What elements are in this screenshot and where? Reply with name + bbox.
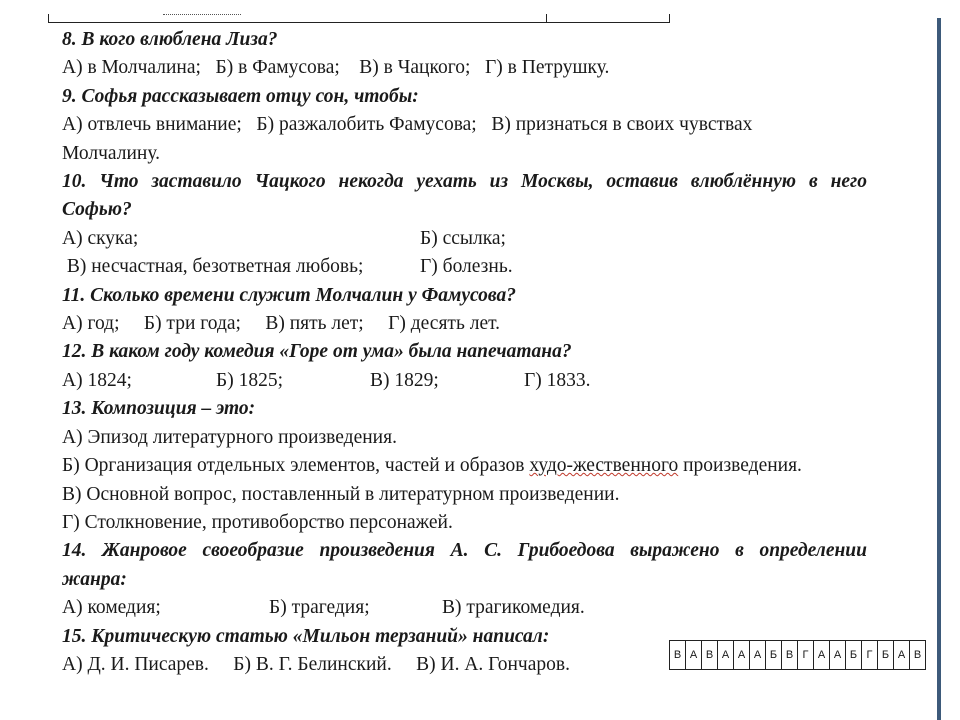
answer-key-cell: А [829, 641, 845, 669]
answer-key-cell: Б [765, 641, 781, 669]
question-13: 13. Композиция – это: [62, 398, 256, 420]
top-border-line [48, 22, 670, 23]
answer-key-cell: Б [877, 641, 893, 669]
test-document [62, 26, 867, 679]
answer-v: В) трагикомедия. [442, 597, 585, 619]
answer-v: В) 1829; [370, 369, 439, 391]
answer-key-cell: В [673, 649, 682, 661]
answer-a: А) комедия; [62, 597, 161, 619]
answer-key-cell: Б [845, 641, 861, 669]
top-dotted-mark [163, 14, 241, 15]
question-13-answer-a: А) Эпизод литературного произведения. [62, 426, 397, 448]
question-14-cont: жанра: [62, 568, 127, 590]
answer-key-table [669, 640, 926, 670]
question-9-answers: А) отвлечь внимание; Б) разжалобить Фамусова; В) признаться в своих чувствах [62, 114, 753, 136]
answer-key-cell: В [781, 641, 797, 669]
question-8: 8. В кого влюблена Лиза? [62, 29, 278, 50]
question-13-answer-v: В) Основной вопрос, поставленный в литературном произведении. [62, 483, 620, 505]
question-9-answers-cont: Молчалину. [62, 142, 160, 164]
answer-key-cell: Г [861, 641, 877, 669]
question-11-answers: А) год; Б) три года; В) пять лет; Г) десять лет. [62, 313, 501, 335]
answer-g: Г) болезнь. [420, 256, 513, 278]
answer-key-cell: Г [797, 641, 813, 669]
answer-b: Б) ссылка; [420, 227, 506, 249]
question-14: 14. Жанровое своеобразие произведения А. С. Грибоедова выражено в определении [62, 540, 867, 562]
question-14-answers [62, 594, 867, 622]
right-scroll-edge [937, 18, 941, 720]
top-border-tick [546, 14, 547, 23]
answer-key-cell: А [749, 641, 765, 669]
answer-key-cell: А [813, 641, 829, 669]
top-border-tick [669, 14, 670, 23]
answer-key-cell: А [717, 641, 733, 669]
question-13-answer-g: Г) Столкновение, противоборство персонажей. [62, 511, 453, 533]
answer-v: В) несчастная, безответная любовь; [62, 256, 364, 278]
answer-a: А) 1824; [62, 369, 132, 391]
top-border-tick [48, 14, 49, 23]
answer-b-text: Б) Организация отдельных элементов, частей и образов [62, 455, 530, 477]
question-15: 15. Критическую статью «Мильон терзаний» написал: [62, 625, 550, 647]
question-13-answer-b [62, 452, 867, 480]
question-10-cont: Софью? [62, 199, 132, 221]
question-9: 9. Софья рассказывает отцу сон, чтобы: [62, 85, 419, 107]
question-8-answers: А) в Молчалина; Б) в Фамусова; В) в Чацкого; Г) в Петрушку. [62, 57, 610, 79]
answer-b: Б) трагедия; [269, 597, 370, 619]
answer-a: А) скука; [62, 227, 139, 249]
answer-b: Б) 1825; [216, 369, 283, 391]
answer-key-cell: В [701, 641, 717, 669]
question-10: 10. Что заставило Чацкого некогда уехать из Москвы, оставив влюблённую в него [62, 171, 867, 193]
question-10-answers-row1 [62, 225, 867, 253]
answer-key-cell: А [893, 641, 909, 669]
answer-key-cell: А [685, 641, 701, 669]
question-11: 11. Сколько времени служит Молчалин у Фамусова? [62, 284, 516, 306]
answer-key-cell: В [909, 641, 925, 669]
question-12-answers [62, 367, 867, 395]
answer-b-text-end: произведения. [678, 455, 802, 477]
question-10-answers-row2 [62, 253, 867, 281]
answer-g: Г) 1833. [524, 369, 591, 391]
answer-key-cell: А [733, 641, 749, 669]
question-12: 12. В каком году комедия «Горе от ума» была напечатана? [62, 341, 572, 363]
spellcheck-marked-word: худо-жественного [529, 455, 679, 477]
question-15-answers: А) Д. И. Писарев. Б) В. Г. Белинский. В) И. А. Гончаров. [62, 653, 570, 675]
